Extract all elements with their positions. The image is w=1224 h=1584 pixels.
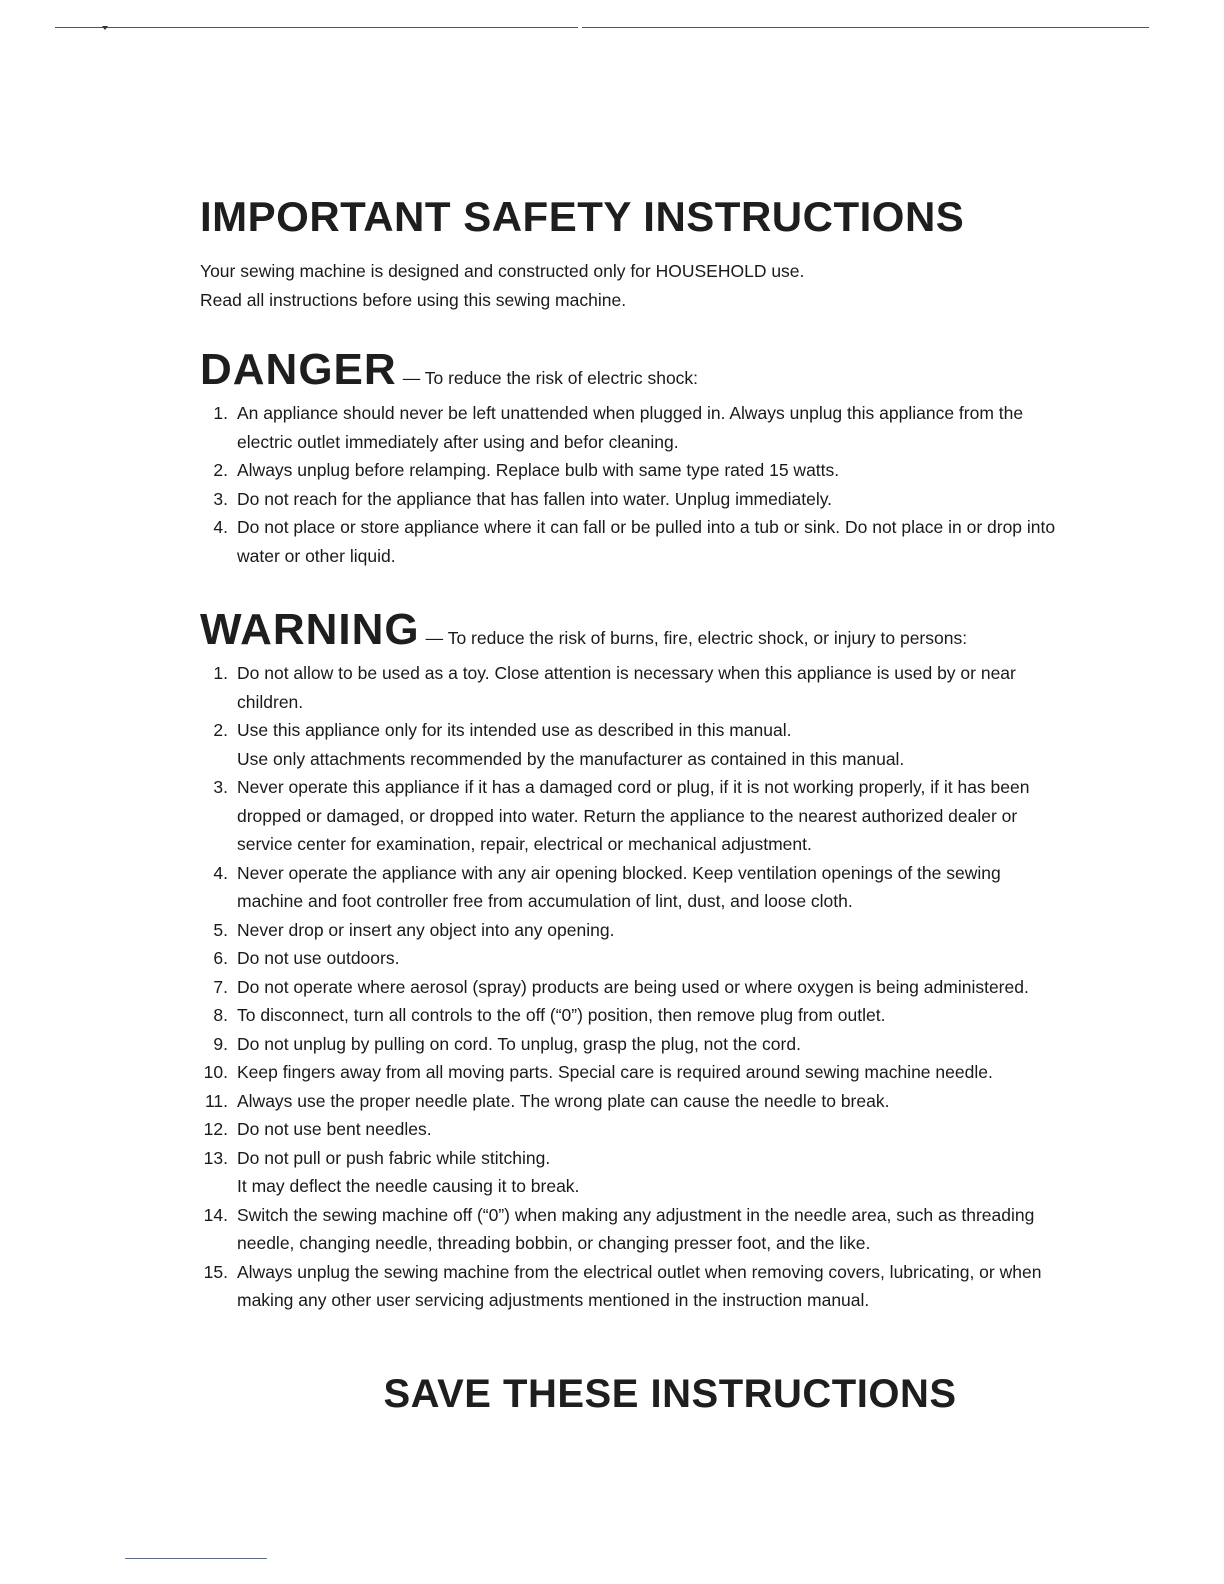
item-number: 11.: [204, 1090, 228, 1111]
item-number: 15.: [203, 1261, 228, 1282]
danger-title: DANGER: [200, 345, 397, 394]
item-text: Do not allow to be used as a toy. Close attention is necessary when this appliance is used by or near children.: [237, 663, 1016, 712]
warning-heading: [200, 605, 967, 655]
top-rule: [55, 27, 1149, 28]
item-text: Never drop or insert any object into any opening.: [237, 919, 615, 940]
page-mark: [102, 26, 108, 30]
item-number: 8.: [213, 1005, 228, 1025]
item-number: 4.: [213, 862, 228, 883]
item-text: Do not use bent needles.: [237, 1119, 432, 1139]
list-item: [200, 916, 1060, 945]
list-item: [200, 513, 1060, 570]
danger-heading: [200, 345, 698, 395]
list-item: [200, 1087, 1060, 1116]
item-text: To disconnect, turn all controls to the off (“0”) position, then remove plug from outlet.: [237, 1005, 886, 1025]
item-number: 2.: [213, 720, 228, 740]
top-rule-gap: [578, 25, 582, 29]
warning-list: [200, 659, 1060, 1315]
warning-subtitle: — To reduce the risk of burns, fire, electric shock, or injury to persons:: [425, 628, 968, 648]
item-number: 13.: [203, 1147, 228, 1168]
item-number: 9.: [213, 1033, 228, 1054]
list-item: [200, 1115, 1060, 1144]
item-number: 6.: [213, 948, 228, 968]
item-text: Do not reach for the appliance that has fallen into water. Unplug immediately.: [237, 488, 833, 509]
list-item: [200, 1001, 1060, 1030]
list-item: [200, 944, 1060, 973]
item-text-line2: It may deflect the needle causing it to break.: [237, 1176, 580, 1196]
page-title: IMPORTANT SAFETY INSTRUCTIONS: [200, 193, 965, 240]
item-text: Never operate the appliance with any air opening blocked. Keep ventilation openings of the sewing machine and foot controller free from accumulation of lint, dust, and loose cloth.: [237, 862, 1001, 911]
item-number: 3.: [213, 488, 228, 509]
list-item: [200, 1201, 1060, 1258]
item-text: Do not unplug by pulling on cord. To unplug, grasp the plug, not the cord.: [237, 1033, 801, 1054]
item-text: Always use the proper needle plate. The wrong plate can cause the needle to break.: [237, 1090, 890, 1111]
item-text: Do not place or store appliance where it can fall or be pulled into a tub or sink. Do not place in or drop into water or other liquid.: [237, 517, 1056, 566]
item-number: 4.: [213, 517, 228, 537]
list-item: [200, 456, 1060, 485]
intro: [200, 257, 804, 314]
item-text: Do not operate where aerosol (spray) products are being used or where oxygen is being administered.: [237, 976, 1029, 997]
intro-line: Read all instructions before using this sewing machine.: [200, 289, 627, 310]
list-item: [200, 399, 1060, 456]
item-text: Switch the sewing machine off (“0”) when making any adjustment in the needle area, such as threading needle, changing needle, threading bobbin, or changing presser foot, and the like.: [237, 1204, 1035, 1253]
list-item: [200, 716, 1060, 773]
item-number: 1.: [213, 663, 228, 683]
list-item: [200, 773, 1060, 859]
bottom-rule: [125, 1558, 267, 1559]
list-item: [200, 1030, 1060, 1059]
save-instructions-title: SAVE THESE INSTRUCTIONS: [383, 1372, 957, 1416]
item-text: Keep fingers away from all moving parts. Special care is required around sewing machine needle.: [237, 1062, 993, 1082]
item-number: 2.: [213, 460, 228, 480]
item-number: 10.: [203, 1062, 228, 1082]
list-item: [200, 1258, 1060, 1315]
list-item: [200, 973, 1060, 1002]
item-text: Do not use outdoors.: [237, 948, 400, 968]
list-item: [200, 485, 1060, 514]
list-item: [200, 1058, 1060, 1087]
item-number: 3.: [213, 777, 228, 797]
list-item: [200, 859, 1060, 916]
danger-list: [200, 399, 1060, 570]
warning-title: WARNING: [200, 605, 420, 654]
item-text: Do not pull or push fabric while stitching.: [237, 1147, 551, 1168]
intro-line: Your sewing machine is designed and constructed only for HOUSEHOLD use.: [200, 261, 805, 281]
item-text: Always unplug before relamping. Replace bulb with same type rated 15 watts.: [237, 460, 840, 480]
list-item: [200, 659, 1060, 716]
item-number: 12.: [203, 1119, 228, 1139]
item-text: Always unplug the sewing machine from the electrical outlet when removing covers, lubricating, or when making any other user servicing adjustments mentioned in the instruction manual.: [237, 1261, 1042, 1310]
item-number: 14.: [203, 1204, 228, 1225]
item-number: 5.: [213, 919, 228, 940]
item-number: 1.: [213, 403, 228, 423]
item-number: 7.: [213, 976, 228, 997]
list-item: [200, 1144, 1060, 1201]
item-text: Use this appliance only for its intended use as described in this manual.: [237, 720, 792, 740]
item-text-line2: Use only attachments recommended by the manufacturer as contained in this manual.: [237, 748, 905, 769]
item-text: An appliance should never be left unattended when plugged in. Always unplug this appliance from the electric outlet immediately after using and befor cleaning.: [237, 403, 1024, 452]
item-text: Never operate this appliance if it has a damaged cord or plug, if it is not working properly, if it has been dropped or damaged, or dropped into water. Return the appliance to the nearest authorized dealer or service center for examination, repair, electrical or mechanical adjustment.: [237, 777, 1030, 854]
danger-subtitle: — To reduce the risk of electric shock:: [402, 368, 699, 388]
